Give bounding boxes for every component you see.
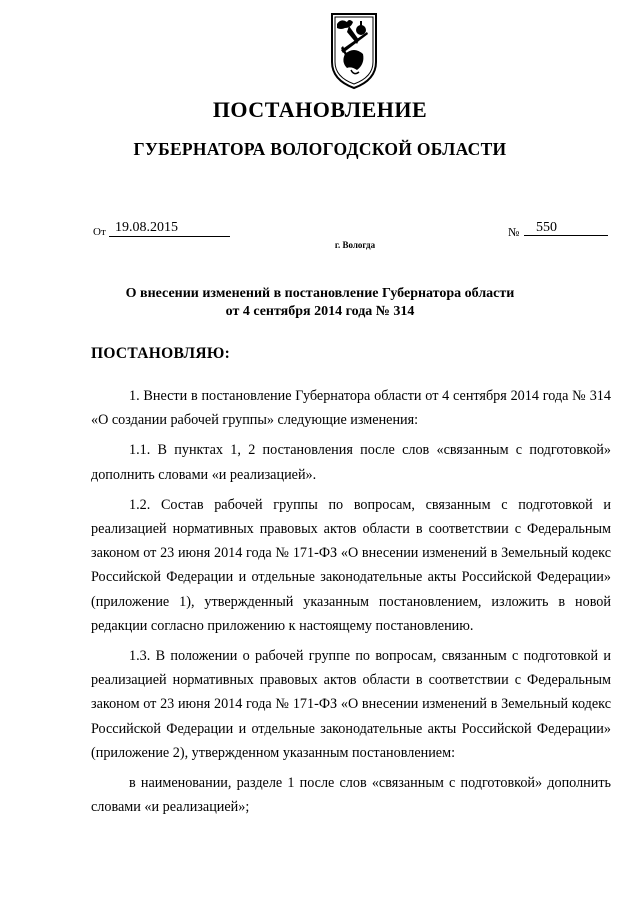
document-subject: [0, 285, 640, 321]
document-subtitle: ГУБЕРНАТОРА ВОЛОГОДСКОЙ ОБЛАСТИ: [133, 139, 507, 159]
subject-line-2: от 4 сентября 2014 года № 314: [225, 304, 415, 319]
subject-line-1: О внесении изменений в постановление Губернатора области: [125, 286, 515, 301]
document-body: [91, 384, 611, 819]
document-number: 550: [524, 219, 608, 236]
coat-of-arms-icon: [329, 10, 379, 90]
paragraph: 1.2. Состав рабочей группы по вопросам, связанным с подготовкой и реализацией нормативных правовых актов области в соответствии с Федеральным законом от 23 июня 2014 года № 171-ФЗ «О внесении изменений в Земельный кодекс Российской Федерации и отдельные законодательные акты Российской Федерации» (приложение 1), утвержденный указанным постановлением, изложить в новой редакции согласно приложению к настоящему постановлению.: [91, 496, 611, 634]
document-title: ПОСТАНОВЛЕНИЕ: [212, 97, 428, 122]
paragraph: 1.1. В пунктах 1, 2 постановления после слов «связанным с подготовкой» дополнить словами «и реализацией».: [91, 442, 611, 483]
paragraph: 1.3. В положении о рабочей группе по вопросам, связанным с подготовкой и реализацией нормативных правовых актов области в соответствии с Федеральным законом от 23 июня 2014 года № 171-ФЗ «О внесении изменений в Земельный кодекс Российской Федерации и отдельные законодательные акты Российской Федерации» (приложение 2), утвержденном указанным постановлением:: [91, 648, 611, 761]
date-prefix: От: [93, 226, 106, 238]
document-date: 19.08.2015: [109, 219, 230, 237]
paragraph: 1. Внести в постановление Губернатора области от 4 сентября 2014 года № 314 «О создании рабочей группы» следующие изменения:: [91, 388, 611, 429]
decree-word: ПОСТАНОВЛЯЮ:: [91, 345, 231, 362]
city-label: г. Вологда: [334, 240, 376, 250]
number-prefix: №: [508, 225, 520, 239]
paragraph: в наименовании, разделе 1 после слов «связанным с подготовкой» дополнить словами «и реализацией»;: [91, 775, 611, 816]
